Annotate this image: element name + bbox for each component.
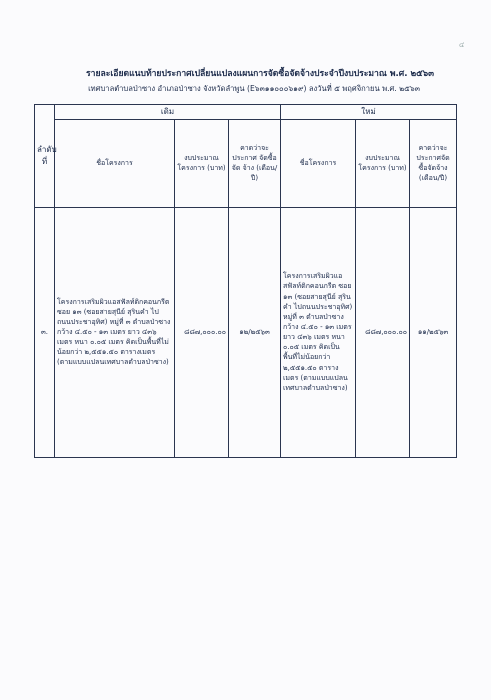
header-old-project: ชื่อโครงการ [55, 119, 175, 207]
cell-no: ๓. [35, 207, 55, 457]
header-old-budget: งบประมาณ โครงการ (บาท) [175, 119, 229, 207]
group-header-old: เดิม [55, 105, 281, 120]
cell-old-budget: ๘๘๗,๐๐๐.๐๐ [175, 207, 229, 457]
document-title: รายละเอียดแนบท้ายประกาศเปลี่ยนแปลงแผนการจัดซื้อจัดจ้างประจำปีงบประมาณ พ.ศ. ๒๕๖๓ [86, 69, 434, 79]
cell-old-project: โครงการเสริมผิวแอสฟัลท์ติกคอนกรีต ซอย ๑๓ (ซอยสายสุนีย์ สุรินคำ ไปถนนประชาอุทิศ) หมู่ที่ ๓ ตำบลป่าซาง กว้าง ๔.๕๐ - ๑๓ เมตร ยาว ๔๓๖ เมตร หนา ๐.๐๕ เมตร คิดเป็นพื้นที่ไม่น้อยกว่า ๒,๕๕๑.๕๐ ตารางเมตร (ตามแบบแปลนเทศบาลตำบลป่าซาง) [55, 207, 175, 457]
header-no: ลำดับ ที่ [35, 105, 55, 208]
document-subtitle: เทศบาลตำบลป่าซาง อำเภอป่าซาง จังหวัดลำพูน (E๖๓๑๑๐๐๐๖๑๙) ลงวันที่ ๕ พฤศจิกายน พ.ศ. ๒๕๖๓ [88, 84, 420, 93]
header-old-expected: คาดว่าจะ ประกาศ จัดซื้อจัด จ้าง (เดือน/ปี) [229, 119, 281, 207]
cell-new-project: โครงการเสริมผิวแอสฟัลท์ติกคอนกรีต ซอย ๑๓ (ซอยสายสุนีย์ สุรินคำ ไปถนนประชาอุทิศ) หมู่ที่ ๓ ตำบลป่าซาง กว้าง ๔.๕๐ - ๑๓ เมตร ยาว ๔๓๖ เมตร หนา ๐.๐๕ เมตร คิดเป็นพื้นที่ไม่น้อยกว่า ๒,๕๕๑.๕๐ ตารางเมตร (ตามแบบแปลนเทศบาลตำบลป่าซาง) [281, 207, 356, 457]
table-row [35, 207, 457, 457]
header-new-budget: งบประมาณ โครงการ (บาท) [356, 119, 410, 207]
column-header-row [35, 119, 457, 207]
plan-change-table [34, 104, 457, 458]
group-header-row [35, 105, 457, 120]
corner-mark: ๔ [459, 41, 465, 49]
header-new-expected: คาดว่าจะ ประกาศจัด ซื้อจัดจ้าง (เดือน/ปี) [410, 119, 457, 207]
cell-new-expected: ๑๑/๒๕๖๓ [410, 207, 457, 457]
cell-old-expected: ๑๒/๒๕๖๓ [229, 207, 281, 457]
header-new-project: ชื่อโครงการ [281, 119, 356, 207]
group-header-new: ใหม่ [281, 105, 457, 120]
cell-new-budget: ๘๘๗,๐๐๐.๐๐ [356, 207, 410, 457]
